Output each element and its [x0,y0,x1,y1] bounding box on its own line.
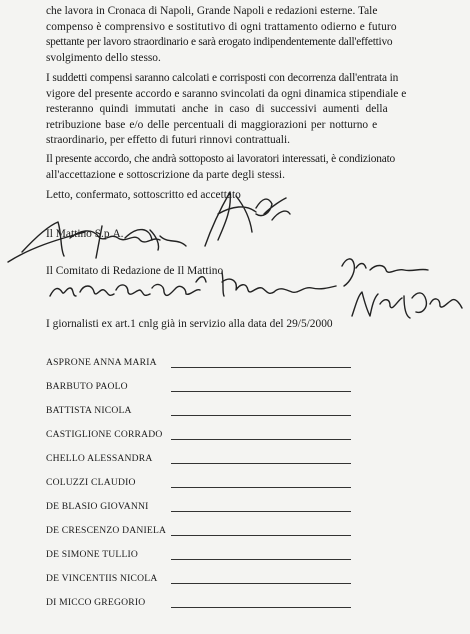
company-signatory-label: Il Mattino S.p.A. [46,228,124,240]
signature-line [171,559,351,560]
paragraph-line: resteranno quindi immutati anche in caso di successivi aumenti della [46,103,388,116]
list-item [46,500,366,514]
signature-committee-4 [352,292,462,318]
journalist-name: DE VINCENTIIS NICOLA [46,573,158,584]
journalist-name: COLUZZI CLAUDIO [46,477,136,488]
signature-committee-3 [342,259,428,286]
signature-line [171,535,351,536]
signature-line [171,415,351,416]
signature-line [171,439,351,440]
signature-line [171,487,351,488]
signature-line [171,367,351,368]
paragraph-calculation [46,71,426,149]
journalist-name: CHELLO ALESSANDRA [46,453,153,464]
paragraph-line: straordinario, per effetto di futuri rinnovi contrattuali. [46,134,290,147]
list-item [46,548,366,562]
paragraph-compensation [46,4,426,66]
paragraph-line: compenso è comprensivo e sostitutivo di ogni trattamento odierno e futuro [46,20,397,33]
signature-committee-2 [222,272,336,296]
committee-signatory-label: Il Comitato di Redazione de Il Mattino [46,265,224,277]
list-item [46,404,366,418]
paragraph-line: svolgimento dello stesso. [46,51,161,64]
paragraph-line: spettante per lavoro straordinario e sarà erogato indipendentemente dall'effettivo [46,36,393,49]
closing-statement: Letto, confermato, sottoscritto ed accettato [46,189,241,201]
list-item [46,452,366,466]
list-item [46,572,366,586]
paragraph-line: retribuzione base e/o delle percentuali di maggiorazioni per notturno e [46,118,378,131]
journalist-name: BARBUTO PAOLO [46,381,128,392]
paragraph-line: all'accettazione e sottoscrizione da parte degli stessi. [46,168,285,181]
journalists-intro: I giornalisti ex art.1 cnlg già in servizio alla data del 29/5/2000 [46,318,333,330]
paragraph-condition [46,152,426,183]
paragraph-line: che lavora in Cronaca di Napoli, Grande Napoli e redazioni esterne. Tale [46,5,378,17]
list-item [46,476,366,490]
list-item [46,428,366,442]
paragraph-line: I suddetti compensi saranno calcolati e corrisposti con decorrenza dall'entrata in [46,72,399,84]
signature-line [171,583,351,584]
paragraph-line: Il presente accordo, che andrà sottoposto ai lavoratori interessati, è condizionato [46,153,396,165]
list-item [46,524,366,538]
journalist-name: DI MICCO GREGORIO [46,597,146,608]
journalist-name: DE BLASIO GIOVANNI [46,501,149,512]
journalist-name: BATTISTA NICOLA [46,405,132,416]
signature-committee-1 [50,277,206,296]
paragraph-line: vigore del presente accordo e saranno svincolati da ogni dinamica stipendiale e [46,87,407,100]
signature-line [171,607,351,608]
list-item [46,596,366,610]
journalist-name: DE CRESCENZO DANIELA [46,525,167,536]
signature-line [171,511,351,512]
signature-line [171,391,351,392]
journalist-name: CASTIGLIONE CORRADO [46,429,163,440]
list-item [46,380,366,394]
journalist-name: DE SIMONE TULLIO [46,549,139,560]
journalist-name: ASPRONE ANNA MARIA [46,357,157,368]
list-item [46,356,366,370]
signature-line [171,463,351,464]
